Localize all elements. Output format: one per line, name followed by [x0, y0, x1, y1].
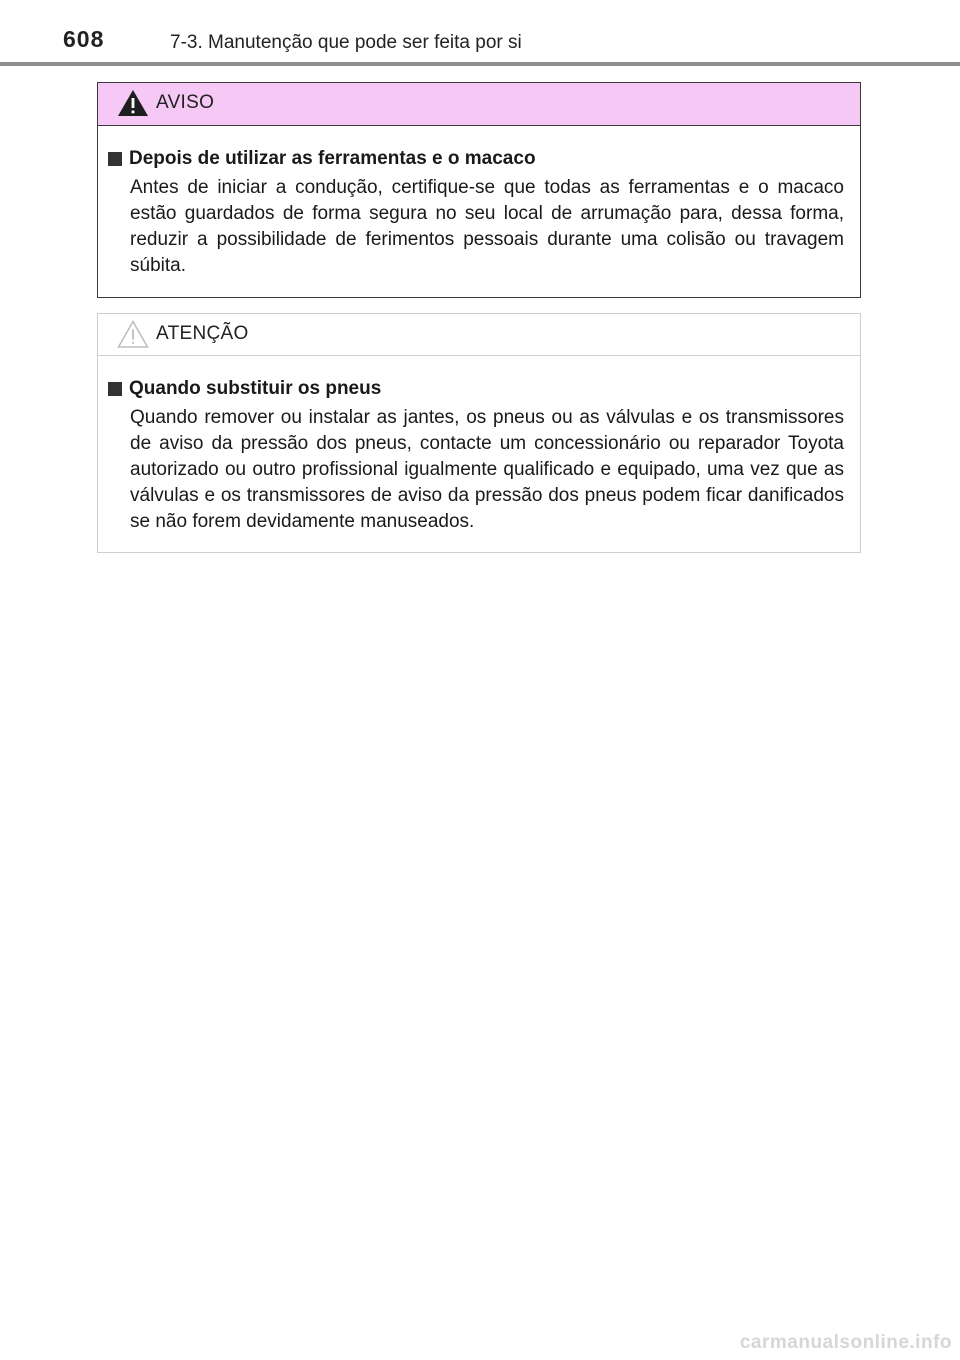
- caution-item-heading: [108, 378, 844, 400]
- square-bullet-icon: [108, 382, 122, 396]
- warning-box-label: AVISO: [156, 92, 215, 113]
- page-number: 608: [63, 26, 105, 52]
- warning-box-body: [98, 126, 860, 279]
- section-title: 7-3. Manutenção que pode ser feita por si: [170, 32, 522, 53]
- square-bullet-icon: [108, 152, 122, 166]
- caution-box-label: ATENÇÃO: [156, 323, 249, 344]
- warning-triangle-outline-icon: [116, 319, 150, 349]
- caution-box: [97, 313, 861, 553]
- page-header: [0, 0, 960, 66]
- caution-box-body: [98, 356, 860, 535]
- warning-box: [97, 82, 861, 298]
- caution-item-text: Quando remover ou instalar as jantes, os pneus ou as válvulas e os transmissores de aviso da pressão dos pneus, contacte um concessionário ou reparador Toyota autorizado ou outro profissional igualmente qualificado e equipado, uma vez que as válvulas e os transmissores de aviso da pressão dos pneus podem ficar danificados se não forem devidamente manuseados.: [130, 407, 844, 532]
- watermark: carmanualsonline.info: [739, 1332, 952, 1353]
- warning-triangle-filled-icon: [116, 88, 150, 118]
- warning-box-header: [98, 83, 860, 126]
- header-divider: [0, 62, 960, 66]
- caution-box-header: [98, 314, 860, 356]
- caution-item-title: Quando substituir os pneus: [129, 378, 382, 399]
- warning-item-heading: [108, 148, 844, 170]
- warning-item-text: Antes de iniciar a condução, certifique-se que todas as ferramentas e o macaco estão guardados de forma segura no seu local de arrumação para, dessa forma, reduzir a possibilidade de ferimentos pessoais durante uma colisão ou travagem súbita.: [130, 177, 844, 276]
- warning-item-title: Depois de utilizar as ferramentas e o macaco: [129, 148, 536, 169]
